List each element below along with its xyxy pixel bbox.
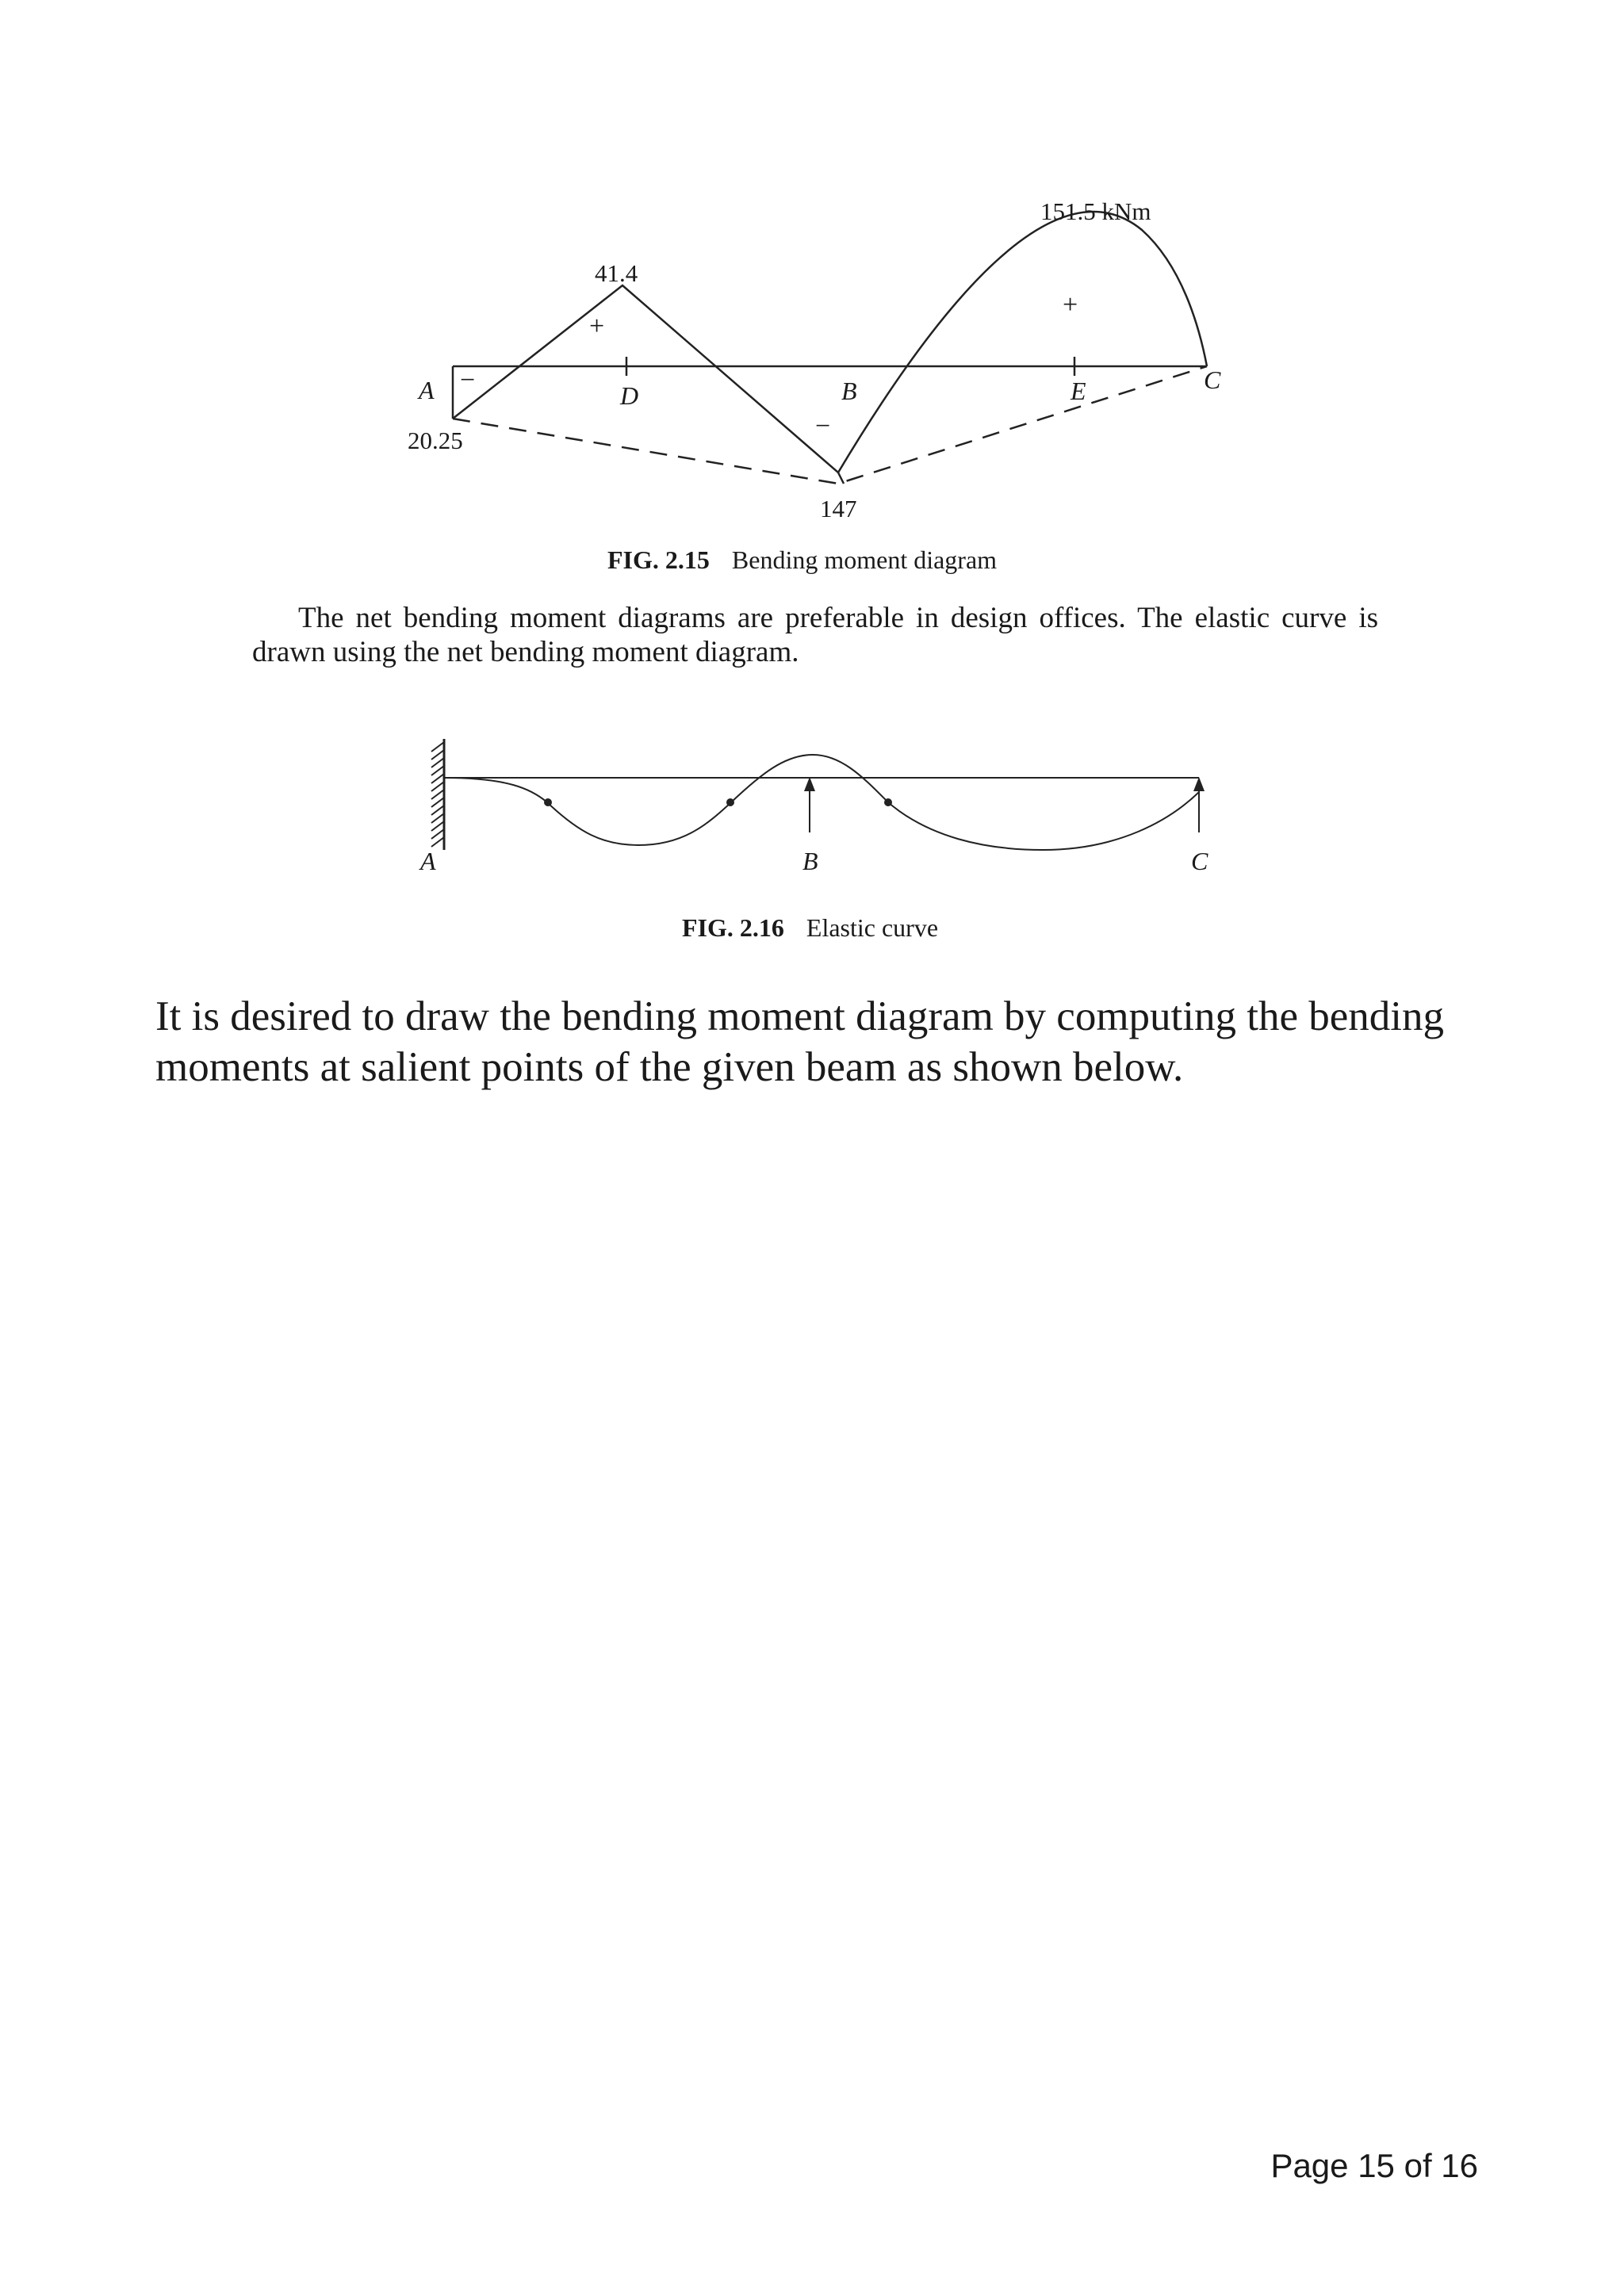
bmd-sign-minus-b: − — [815, 411, 831, 441]
bmd-value-b: 147 — [820, 495, 857, 522]
elastic-label-a: A — [420, 847, 436, 875]
fixed-support-hatching — [431, 742, 444, 847]
page-number: Page 15 of 16 — [1270, 2147, 1478, 2184]
bmd-sign-plus-left: + — [589, 312, 605, 341]
inflection-point-1 — [544, 798, 552, 806]
support-arrowhead-c — [1193, 777, 1205, 791]
bmd-label-c: C — [1204, 365, 1221, 394]
bmd-label-e: E — [1071, 377, 1086, 405]
bmd-sign-minus-a: − — [460, 365, 476, 395]
bmd-stub-b — [838, 473, 844, 484]
bmd-sign-plus-right: + — [1063, 290, 1078, 320]
support-arrowhead-b — [804, 777, 815, 791]
bmd-label-b: B — [841, 377, 857, 405]
fig-2-15-caption — [607, 545, 997, 575]
bending-moment-diagram — [0, 0, 1624, 571]
bmd-label-d: D — [620, 381, 639, 410]
fig-2-15-caption-text: Bending moment diagram — [731, 545, 998, 574]
elastic-curve — [444, 755, 1199, 850]
bmd-label-a: A — [419, 376, 435, 404]
fig-2-15-caption-label: FIG. 2.15 — [607, 545, 710, 574]
fig-2-16-caption-text: Elastic curve — [806, 913, 939, 942]
elastic-label-b: B — [802, 847, 818, 875]
bmd-value-d: 41.4 — [595, 259, 638, 287]
inflection-point-2 — [726, 798, 734, 806]
paragraph-net-bmd: The net bending moment diagrams are preferable in design offices. The elastic curve is drawn using the net bending moment diagram. — [252, 602, 1378, 668]
bmd-value-max: 151.5 kNm — [1040, 197, 1151, 225]
inflection-point-3 — [884, 798, 892, 806]
elastic-label-c: C — [1191, 847, 1208, 875]
paragraph-salient-points: It is desired to draw the bending moment diagram by computing the bending moments at salient points of the given beam as shown below. — [155, 993, 1444, 1090]
fig-2-16-caption-label: FIG. 2.16 — [682, 913, 784, 942]
fig-2-16-caption — [682, 913, 938, 943]
elastic-curve-diagram — [0, 698, 1624, 888]
bmd-value-a: 20.25 — [408, 427, 463, 454]
